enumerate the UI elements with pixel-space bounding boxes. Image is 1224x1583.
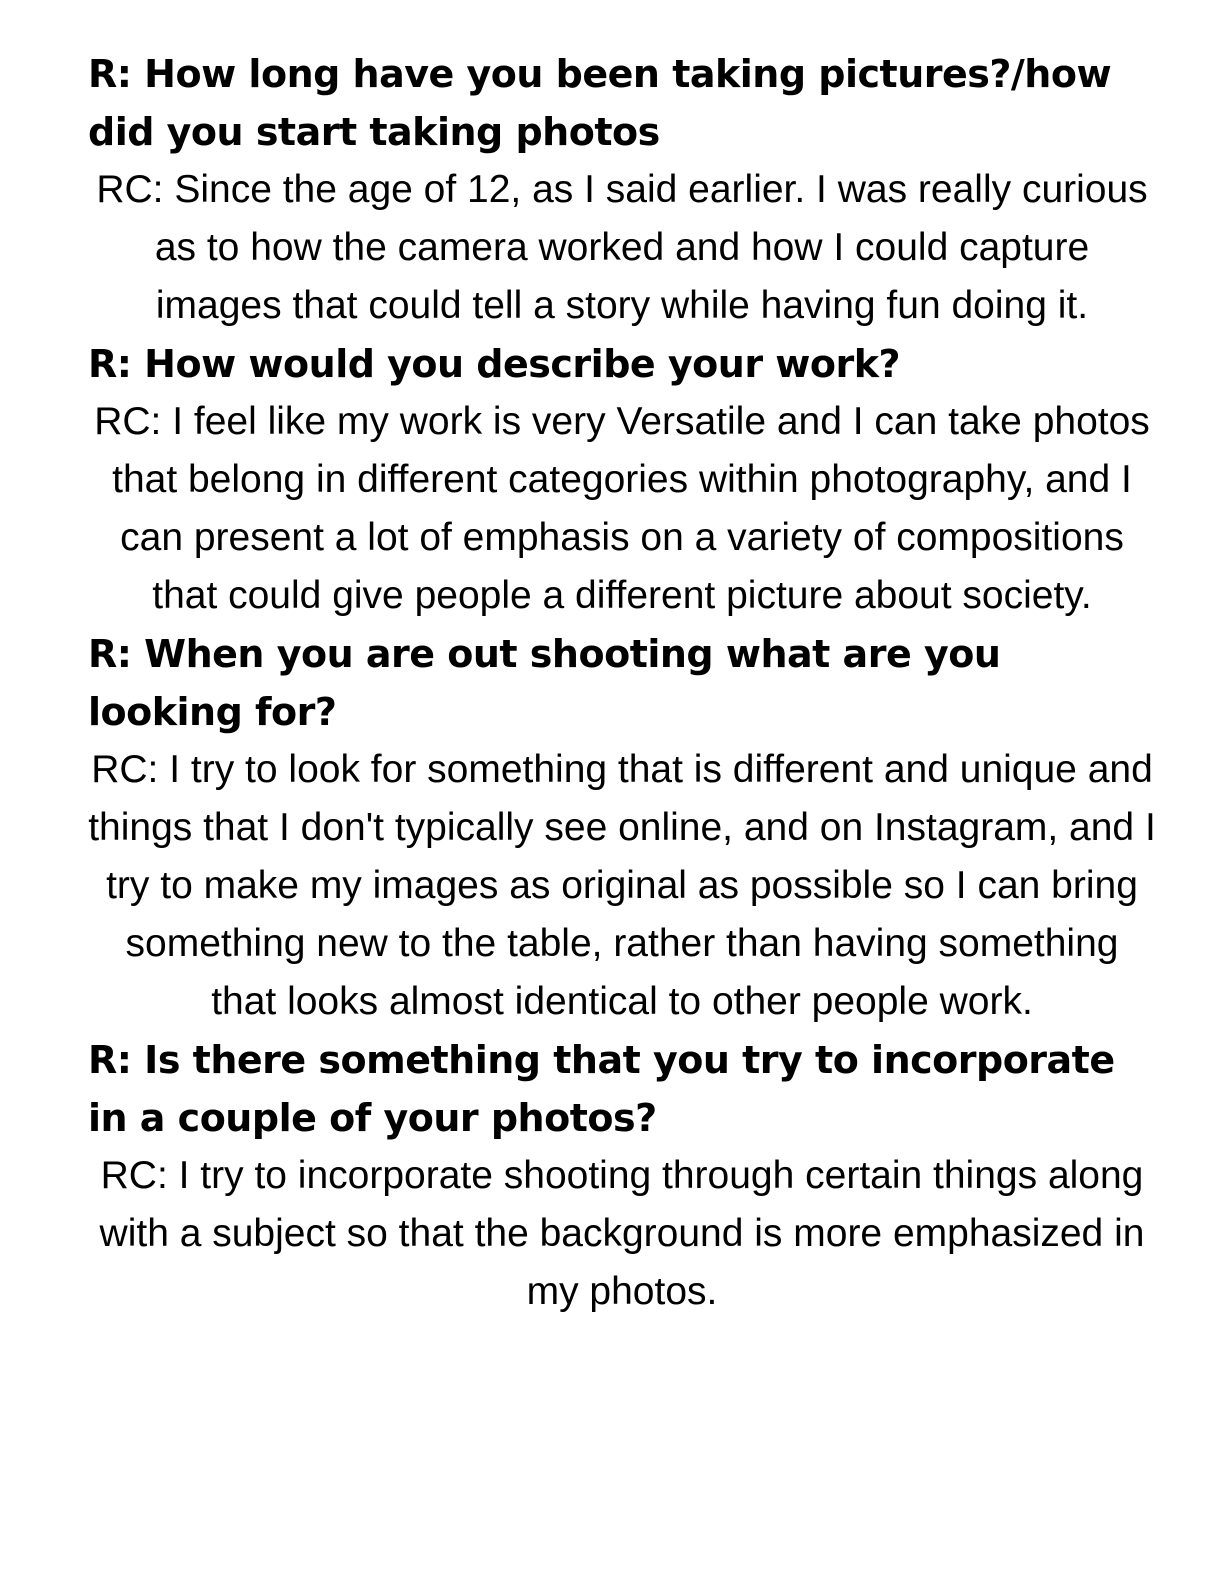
- qa-block-1: [88, 45, 1156, 335]
- question-2: R: How would you describe your work?: [88, 342, 901, 386]
- answer-1: RC: Since the age of 12, as I said earlier. I was really curious as to how the camera worked and how I could capture images that could tell a story while having fun doing it.: [96, 168, 1148, 327]
- question-3: R: When you are out shooting what are you looking for?: [88, 632, 1001, 734]
- answer-3: RC: I try to look for something that is different and unique and things that I don't typically see online, and on Instagram, and I try to make my images as original as possible so I can bring something new to the table, rather than having something that looks almost identical to other people work.: [88, 748, 1156, 1023]
- qa-block-2: [88, 335, 1156, 625]
- question-1: R: How long have you been taking pictures?/how did you start taking photos: [88, 52, 1112, 154]
- qa-block-3: [88, 625, 1156, 1031]
- qa-block-4: [88, 1031, 1156, 1321]
- question-4: R: Is there something that you try to incorporate in a couple of your photos?: [88, 1038, 1115, 1140]
- answer-2: RC: I feel like my work is very Versatile and I can take photos that belong in different categories within photography, and I can present a lot of emphasis on a variety of compositions that could give people a different picture about society.: [94, 400, 1150, 617]
- answer-4: RC: I try to incorporate shooting through certain things along with a subject so that the background is more emphasized in my photos.: [99, 1154, 1145, 1313]
